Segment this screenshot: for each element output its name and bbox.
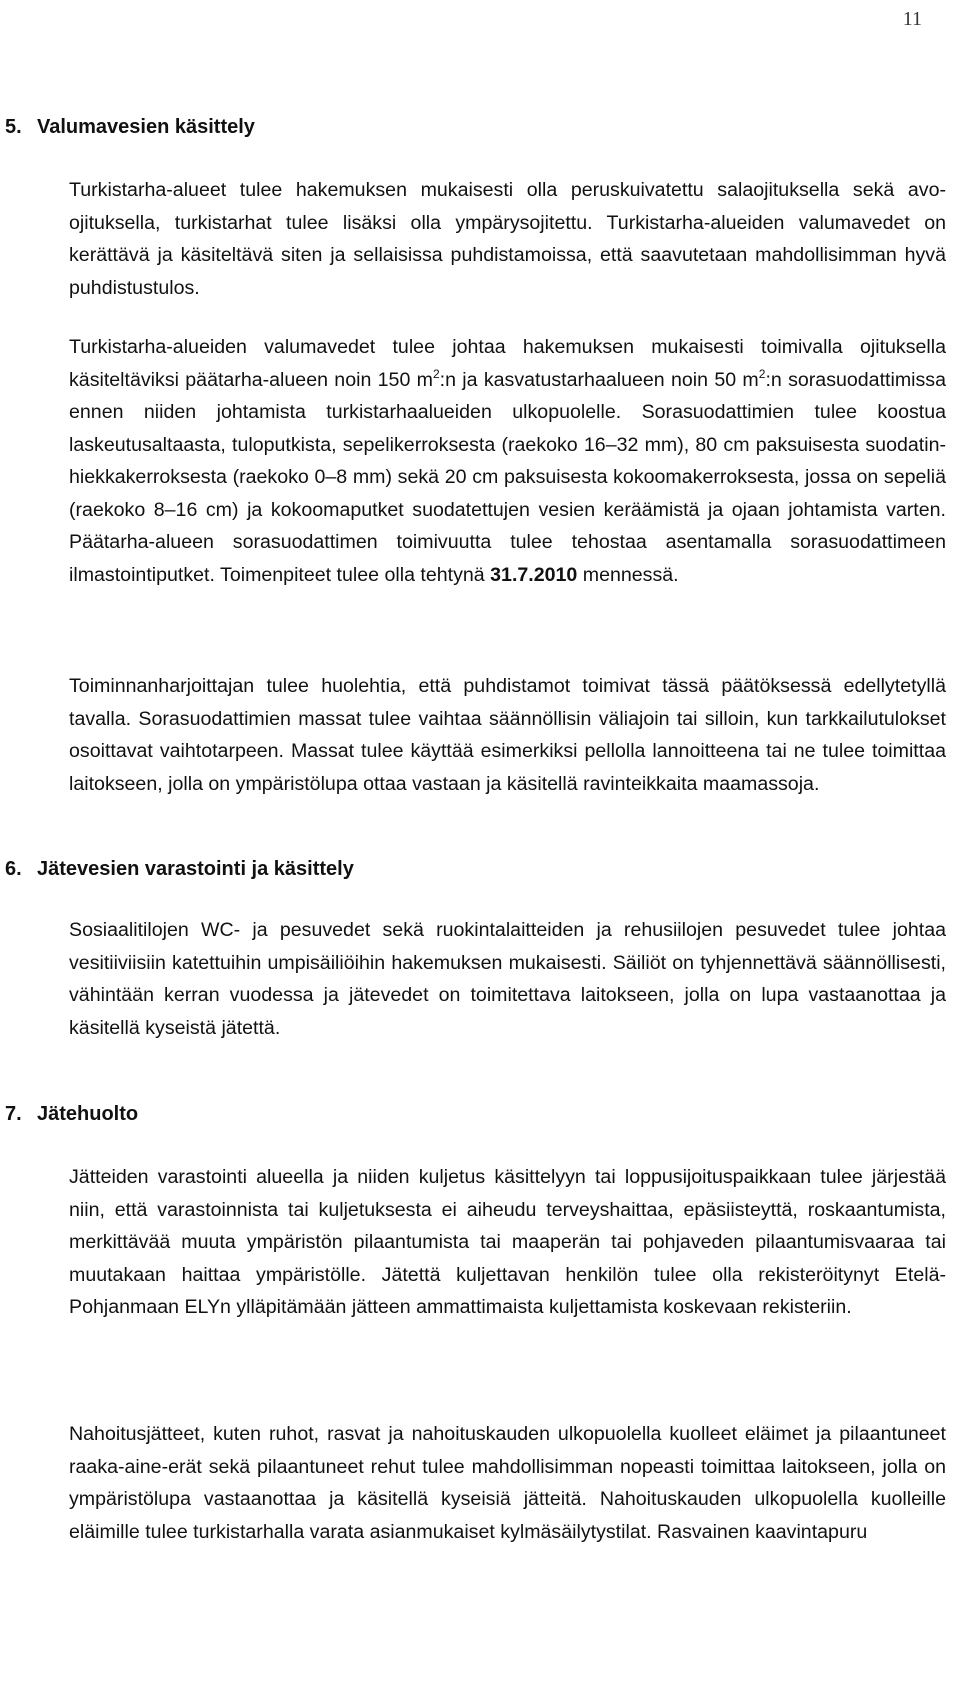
superscript: 2 [432,366,440,381]
deadline-date: 31.7.2010 [490,563,578,586]
section-title: Jätehuolto [37,1103,139,1125]
section-6-paragraph-1: Sosiaalitilojen WC- ja pesuvedet sekä ruokintalaitteiden ja rehusiilojen pesuvedet tulee johtaa vesitiiviisiin katettuihin umpisäiliöihin hakemuksen mukaisesti. Säiliöt on tyhjennettävä säännöllisesti, vähintään kerran vuodessa ja jätevedet on toimitettava laitokseen, jolla on lupa vastaanottaa ja käsitellä kyseistä jätettä. [69,919,946,1039]
section-5-paragraph-1: Turkistarha-alueet tulee hakemuksen mukaisesti olla peruskuivatettu salaojituksella sekä avo-ojituksella, turkistarhat tulee lisäksi olla ympärysojitettu. Turkistarha-alueiden valumavedet on kerättävä ja käsiteltävä siten ja sellaisissa puhdistamoissa, että saavutetaan mahdollisimman hyvä puhdistustulos. [69,179,946,299]
section-7-heading [5,1100,138,1128]
section-title: Jätevesien varastointi ja käsittely [37,858,354,880]
section-5-paragraph-3: Toiminnanharjoittajan tulee huolehtia, että puhdistamot toimivat tässä päätöksessä edellytetyllä tavalla. Sorasuodattimien massat tulee vaihtaa säännöllisin väliajoin tai silloin, kun tarkkailutulokset osoittavat vaihtotarpeen. Massat tulee käyttää esimerkiksi pellolla lannoitteena tai ne tulee toimittaa laitokseen, jolla on ympäristölupa ottaa vastaan ja käsitellä ravinteikkaita maamassoja. [69,675,946,795]
section-5-heading [5,113,255,141]
section-title: Valumavesien käsittely [37,116,255,138]
section-5-paragraph-2: Turkistarha-alueiden valumavedet tulee johtaa hakemuksen mukaisesti toimivalla ojituksella käsiteltäviksi päätarha-alueen noin 150 $m^2:n$ ja kasvatustarhaalueen noin 50 $m^2:n$ sorasuodattimissa ennen niiden johtamista turkistarhaalueiden ulkopuolelle. Sorasuodattimien tulee koostua laskeutusaltaasta, tuloputkista, sepelikerroksesta (raekoko 16–32 mm), 80 cm paksuisesta suodatinhiekkakerroksesta (raekoko 0–8 mm) sekä 20 cm paksuisesta kokoomakerroksesta, jossa on sepeliä (raekoko 8–16 cm) ja kokoomaputket suodatettujen vesien keräämistä ja ojaan johtamista varten. Päätarha-alueen sorasuodattimen toimivuutta tulee tehostaa asentamalla sorasuodattimeen ilmastointiputket. Toimenpiteet tulee olla tehtynä 31.7.2010 mennessä. [69,336,946,586]
section-7-paragraph-2: Nahoitusjätteet, kuten ruhot, rasvat ja nahoituskauden ulkopuolella kuolleet eläimet ja pilaantuneet raaka-aine-erät sekä pilaantuneet rehut tulee mahdollisimman nopeasti toimittaa laitokseen, jolla on ympäristölupa vastaanottaa ja käsitellä kyseisiä jätteitä. Nahoituskauden ulkopuolella kuolleille eläimille tulee turkistarhalla varata asianmukaiset kylmäsäilytystilat. Rasvainen kaavintapuru [69,1423,946,1543]
section-7-paragraph-1: Jätteiden varastointi alueella ja niiden kuljetus käsittelyyn tai loppusijoituspaikkaan tulee järjestää niin, että varastoinnista tai kuljetuksesta ei aiheudu terveyshaittaa, epäsiisteyttä, roskaantumista, merkittävää muuta ympäristön pilaantumista tai maaperän tai pohjaveden pilaantumisvaaraa tai muutakaan haittaa ympäristölle. Jätettä kuljettavan henkilön tulee olla rekisteröitynyt Etelä-Pohjanmaan ELYn ylläpitämään jätteen ammattimaista kuljettamista koskevaan rekisteriin. [69,1166,946,1318]
section-number: 6. [5,858,22,880]
section-number: 5. [5,116,22,138]
section-number: 7. [5,1103,22,1125]
section-6-heading [5,855,354,883]
page-number: 11 [902,8,922,30]
superscript: 2 [758,366,766,381]
